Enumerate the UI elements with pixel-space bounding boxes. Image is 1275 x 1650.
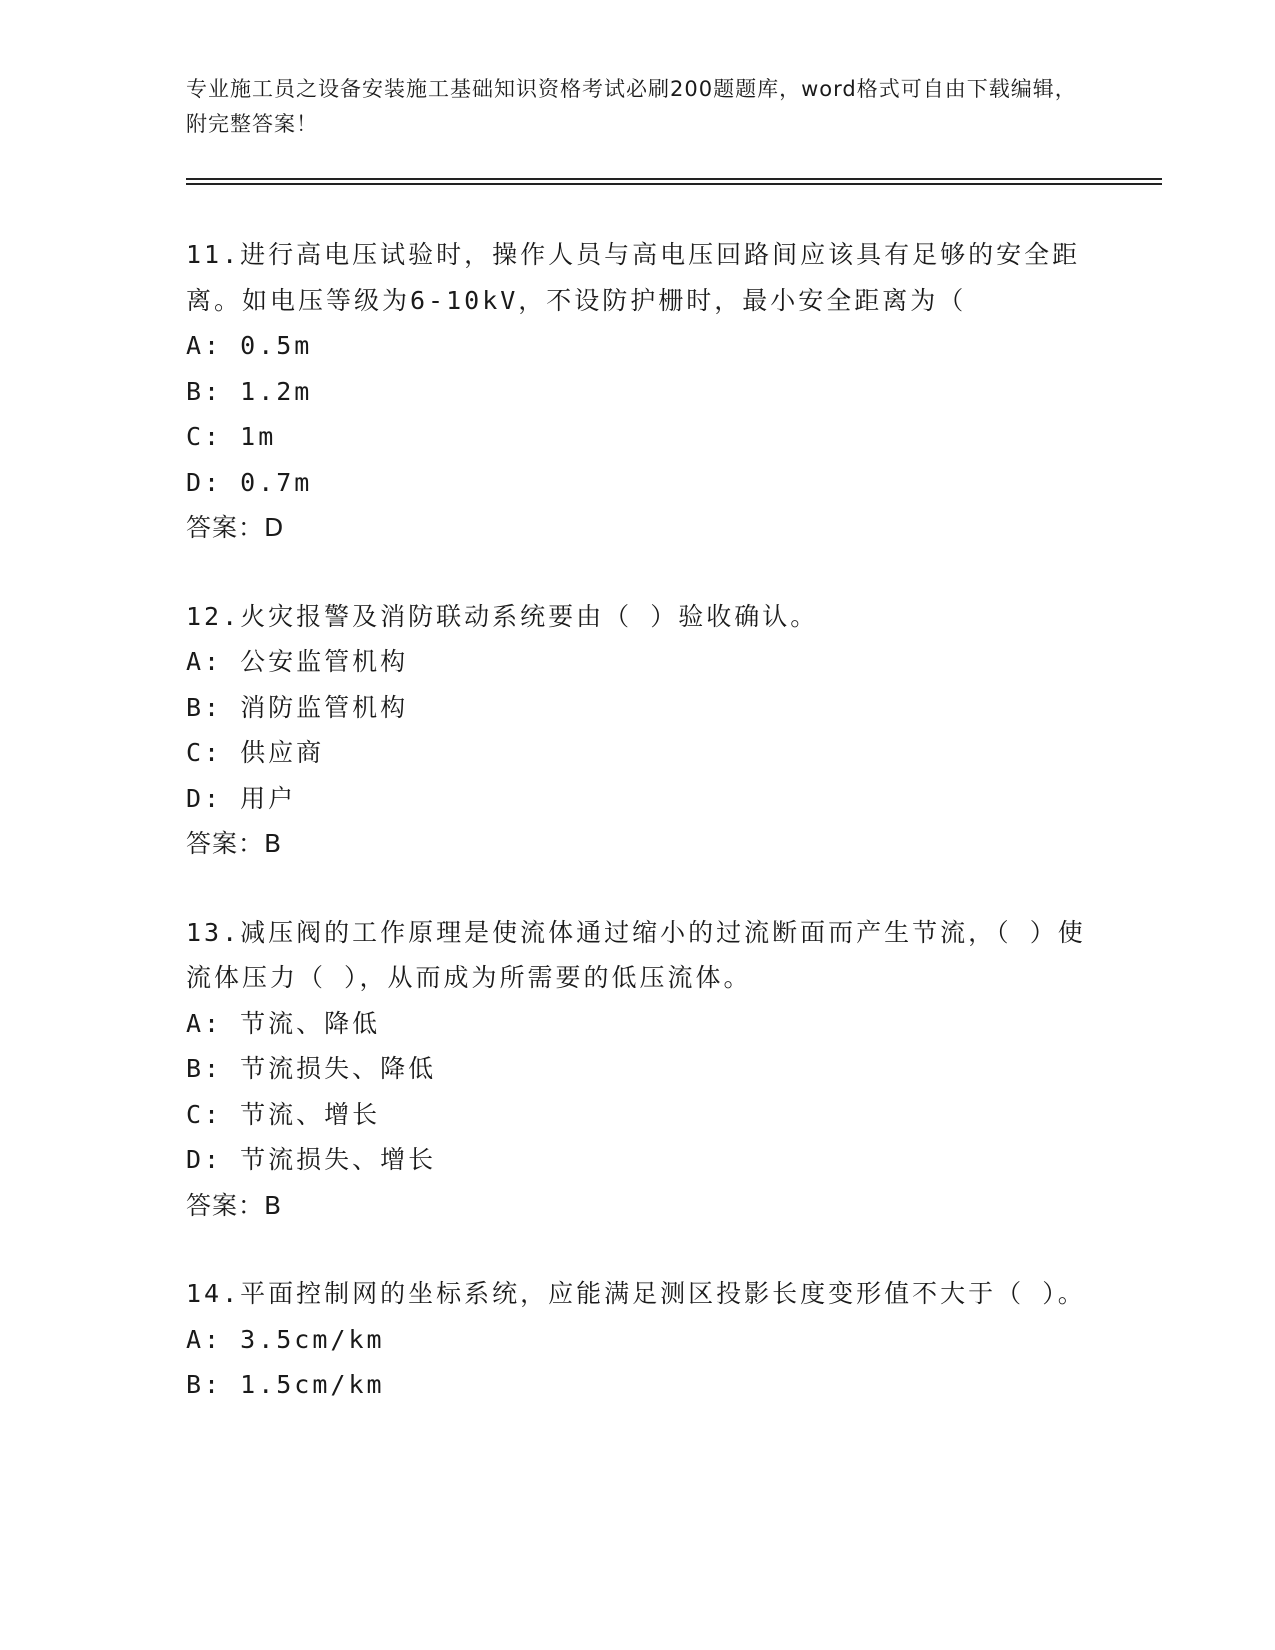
- option-c: C: 1m: [186, 422, 277, 451]
- option-d: D: 节流损失、增长: [186, 1145, 437, 1174]
- answer-line: 答案：B: [186, 1190, 283, 1220]
- question-14: [186, 1271, 1086, 1408]
- option-c: C: 供应商: [186, 738, 325, 767]
- question-stem: 12.火灾报警及消防联动系统要由（ ）验收确认。: [186, 601, 819, 631]
- header-divider-top: [186, 178, 1162, 180]
- option-c: C: 节流、增长: [186, 1099, 381, 1129]
- option-b: B: 节流损失、降低: [186, 1054, 437, 1083]
- answer-line: 答案：B: [186, 829, 283, 858]
- question-13: [186, 910, 1086, 1229]
- header-divider-bottom: [186, 183, 1162, 185]
- option-a: A: 节流、降低: [186, 1008, 381, 1038]
- option-d: D: 用户: [186, 783, 297, 813]
- option-b: B: 消防监管机构: [186, 692, 409, 722]
- document-header: 专业施工员之设备安装施工基础知识资格考试必刷200题题库，word格式可自由下载编辑，附完整答案！: [186, 77, 1077, 136]
- option-b: B: 1.2m: [186, 376, 313, 406]
- option-b: B: 1.5cm/km: [186, 1370, 385, 1399]
- question-list: [186, 232, 1086, 1451]
- answer-line: 答案：D: [186, 513, 285, 542]
- question-12: [186, 594, 1086, 867]
- option-a: A: 公安监管机构: [186, 647, 409, 676]
- option-a: A: 0.5m: [186, 331, 313, 360]
- option-a: A: 3.5cm/km: [186, 1324, 385, 1354]
- question-stem: 14.平面控制网的坐标系统，应能满足测区投影长度变形值不大于（ ）。: [186, 1279, 1086, 1308]
- question-11: [186, 232, 1086, 551]
- question-stem: 11.进行高电压试验时，操作人员与高电压回路间应该具有足够的安全距离。如电压等级为6-10kV，不设防护栅时，最小安全距离为（: [186, 240, 1081, 315]
- question-stem: 13.减压阀的工作原理是使流体通过缩小的过流断面而产生节流，（ ）使流体压力（ ），从而成为所需要的低压流体。: [186, 917, 1086, 992]
- option-d: D: 0.7m: [186, 467, 313, 497]
